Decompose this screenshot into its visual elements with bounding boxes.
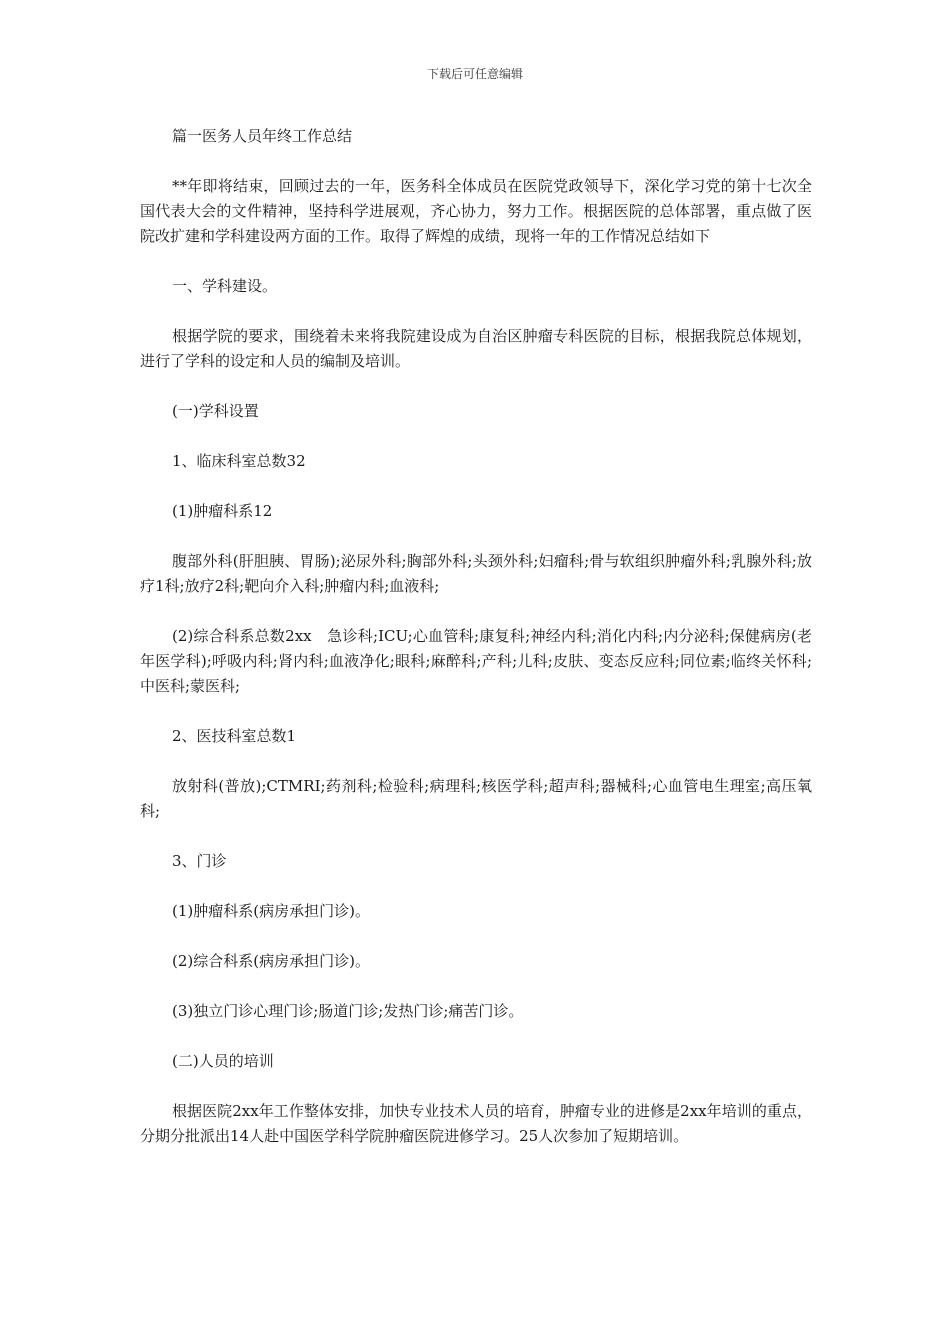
item-oncology-system: (1)肿瘤科系12 xyxy=(172,502,273,520)
paragraph-discipline-plan: 根据学院的要求，围绕着未来将我院建设成为自治区肿瘤专科医院的目标，根据我院总体规划，进行了学科的设定和人员的编制及培训。 xyxy=(140,327,812,370)
item-outpatient-independent: (3)独立门诊心理门诊;肠道门诊;发热门诊;痛苦门诊。 xyxy=(172,1002,524,1020)
paragraph-staff-training: 根据医院2xx年工作整体安排，加快专业技术人员的培育，肿瘤专业的进修是2xx年培训的重点，分期分批派出14人赴中国医学科学院肿瘤医院进修学习。25人次参加了短期培训。 xyxy=(140,1102,812,1145)
item-medtech-departments: 2、医技科室总数1 xyxy=(172,727,297,745)
subheading-staff-training: (二)人员的培训 xyxy=(172,1052,274,1070)
item-clinical-departments: 1、临床科室总数32 xyxy=(172,452,306,470)
subheading-discipline-setup: (一)学科设置 xyxy=(172,402,259,420)
page-header-note: 下载后可任意编辑 xyxy=(426,67,523,81)
section-heading-discipline: 一、学科建设。 xyxy=(172,277,278,295)
paragraph-medtech-list: 放射科(普放);CTMRI;药剂科;检验科;病理科;核医学科;超声科;器械科;心血管电生理室;高压氧科; xyxy=(140,777,812,820)
document-body xyxy=(140,124,812,1174)
paragraph-oncology-list: 腹部外科(肝胆胰、胃肠);泌尿外科;胸部外科;头颈外科;妇瘤科;骨与软组织肿瘤外科;乳腺外科;放疗1科;放疗2科;靶向介入科;肿瘤内科;血液科; xyxy=(140,552,812,595)
paragraph-intro: **年即将结束，回顾过去的一年，医务科全体成员在医院党政领导下，深化学习党的第十七次全国代表大会的文件精神，坚持科学进展观，齐心协力，努力工作。根据医院的总体部署，重点做了医院改扩建和学科建设两方面的工作。取得了辉煌的成绩，现将一年的工作情况总结如下 xyxy=(140,177,812,245)
item-outpatient-general: (2)综合科系(病房承担门诊)。 xyxy=(172,952,370,970)
item-outpatient-oncology: (1)肿瘤科系(病房承担门诊)。 xyxy=(172,902,370,920)
paragraph-general-system: (2)综合科系总数2xx 急诊科;ICU;心血管科;康复科;神经内科;消化内科;内分泌科;保健病房(老年医学科);呼吸内科;肾内科;血液净化;眼科;麻醉科;产科;儿科;皮肤、变态反应科;同位素;临终关怀科;中医科;蒙医科; xyxy=(140,627,812,695)
item-outpatient: 3、门诊 xyxy=(172,852,227,870)
document-title: 篇一医务人员年终工作总结 xyxy=(172,127,353,145)
